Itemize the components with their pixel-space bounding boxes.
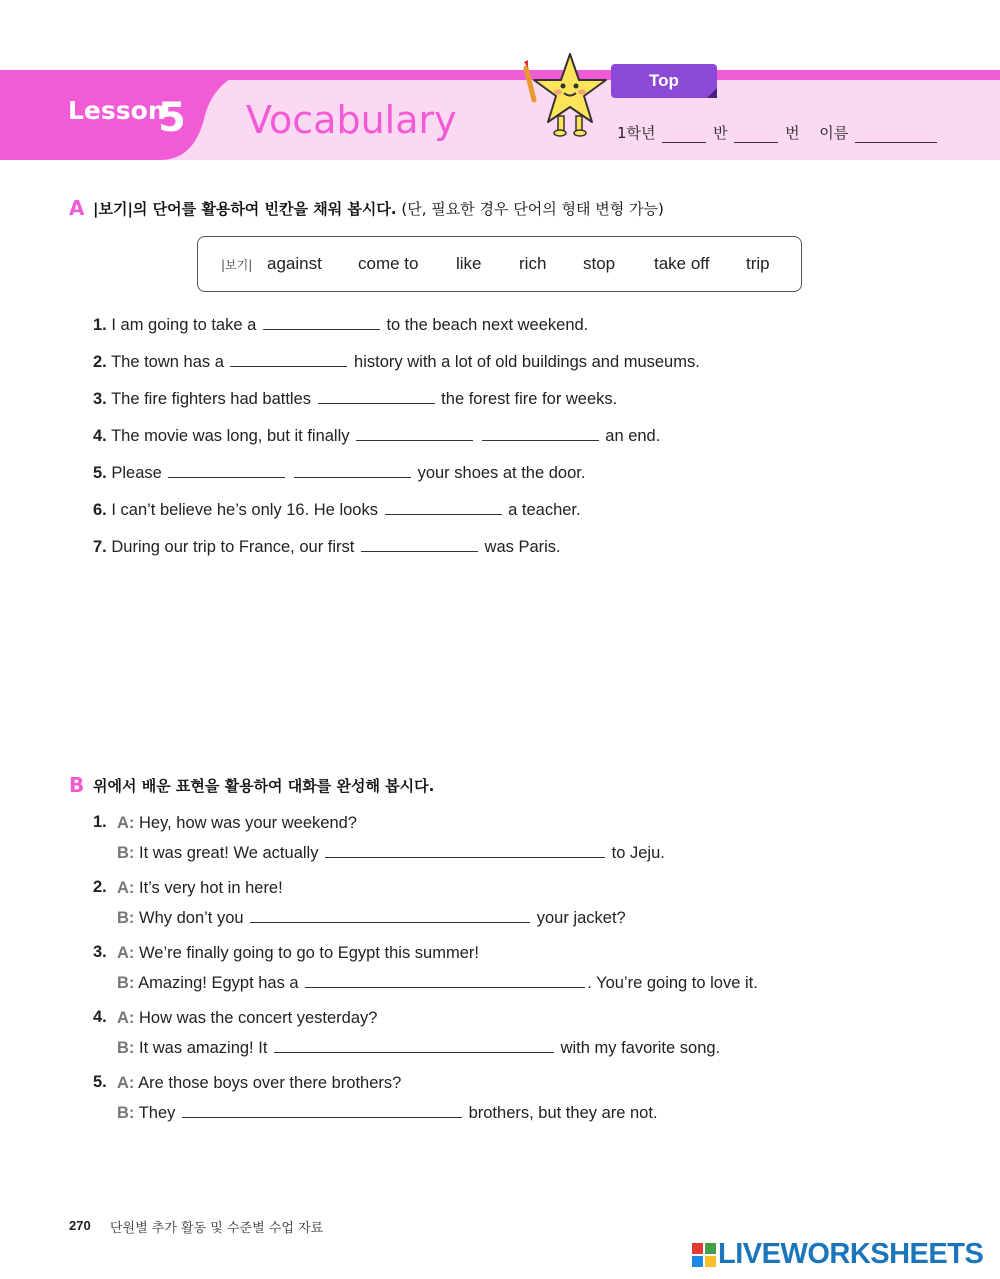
- speaker-b: B:: [117, 909, 135, 927]
- dialogue-a-line: [117, 878, 283, 898]
- dialogue-b-line: [117, 1037, 720, 1058]
- liveworksheets-logo-icon: [692, 1243, 716, 1267]
- word-bank-item: take off: [654, 254, 710, 273]
- class-label: 반: [713, 124, 728, 142]
- answer-blank[interactable]: [305, 972, 585, 988]
- dialogue-text: How was the concert yesterday?: [139, 1009, 378, 1027]
- dialogue-a-line: [117, 813, 357, 833]
- answer-blank[interactable]: [168, 462, 285, 478]
- dialogue-b-line: [117, 1102, 658, 1123]
- answer-blank[interactable]: [385, 499, 502, 515]
- answer-blank[interactable]: [482, 425, 599, 441]
- section-a-instruction: [93, 198, 664, 219]
- sentence-4: [93, 425, 660, 446]
- footer-text: 단원별 추가 활동 및 수준별 수업 자료: [110, 1221, 324, 1236]
- sentence-6: [93, 499, 581, 520]
- section-a-instruction-main: |보기|의 단어를 활용하여 빈칸을 채워 봅시다.: [93, 200, 397, 218]
- liveworksheets-brand[interactable]: LIVEWORKSHEETS: [718, 1238, 984, 1270]
- answer-blank[interactable]: [361, 536, 478, 552]
- dialogue-text: Are those boys over there brothers?: [138, 1074, 402, 1092]
- section-b-instruction-text: 위에서 배운 표현을 활용하여 대화를 완성해 봅시다.: [93, 777, 435, 795]
- word-bank-item: against: [267, 254, 322, 273]
- word-bank-item: stop: [583, 254, 616, 273]
- answer-blank[interactable]: [250, 907, 530, 923]
- sentence-number: 1.: [93, 316, 107, 334]
- class-blank[interactable]: [662, 125, 706, 143]
- sentence-text: During our trip to France, our first: [111, 538, 359, 556]
- speaker-a: A:: [117, 944, 135, 962]
- sentence-text: to the beach next weekend.: [381, 316, 589, 334]
- answer-blank[interactable]: [356, 425, 473, 441]
- dialogue-text: It’s very hot in here!: [139, 879, 283, 897]
- answer-blank[interactable]: [294, 462, 411, 478]
- dialogue-text: It was great! We actually: [139, 844, 324, 862]
- dialogue-b-line: [117, 907, 626, 928]
- sentence-1: [93, 314, 588, 335]
- speaker-a: A:: [117, 814, 135, 832]
- sentence-number: 7.: [93, 538, 107, 556]
- word-bank-item: trip: [746, 254, 770, 273]
- student-info-row: [617, 122, 939, 143]
- sentence-number: 6.: [93, 501, 107, 519]
- sentence-text: The movie was long, but it finally: [111, 427, 355, 445]
- sentence-text: an end.: [600, 427, 661, 445]
- dialogue-a-line: [117, 943, 479, 963]
- speaker-a: A:: [117, 879, 135, 897]
- dialogue-text: We’re finally going to go to Egypt this summer!: [139, 944, 479, 962]
- dialogue-number: 3.: [93, 943, 107, 961]
- lesson-number: 5: [158, 95, 186, 141]
- sentence-text: was Paris.: [479, 538, 561, 556]
- lesson-label: Lesson: [68, 96, 166, 125]
- dialogue-text: . You’re going to love it.: [587, 974, 758, 992]
- sentence-2: [93, 351, 700, 372]
- answer-blank[interactable]: [318, 388, 435, 404]
- sentence-5: [93, 462, 585, 483]
- answer-blank[interactable]: [263, 314, 380, 330]
- dialogue-text: Why don’t you: [139, 909, 249, 927]
- section-a-instruction-note: (단, 필요한 경우 단어의 형태 변형 가능): [396, 200, 664, 218]
- sentence-text: [287, 464, 292, 482]
- dialogue-a-line: [117, 1073, 401, 1093]
- grade-label: 1학년: [617, 124, 656, 142]
- sentence-7: [93, 536, 561, 557]
- speaker-b: B:: [117, 974, 135, 992]
- sentence-number: 4.: [93, 427, 107, 445]
- star-mascot-icon: [516, 50, 610, 138]
- speaker-a: A:: [117, 1009, 135, 1027]
- sentence-text: [475, 427, 480, 445]
- word-bank-item: rich: [519, 254, 547, 273]
- speaker-b: B:: [117, 844, 135, 862]
- dialogue-a-line: [117, 1008, 377, 1028]
- sentence-text: I am going to take a: [111, 316, 261, 334]
- speaker-b: B:: [117, 1039, 135, 1057]
- name-label: 이름: [819, 124, 849, 142]
- page-title: Vocabulary: [246, 98, 457, 142]
- dialogue-b-line: [117, 842, 665, 863]
- sentence-number: 3.: [93, 390, 107, 408]
- word-bank-item: like: [456, 254, 482, 273]
- speaker-a: A:: [117, 1074, 135, 1092]
- dialogue-number: 5.: [93, 1073, 107, 1091]
- number-label: 번: [785, 124, 800, 142]
- level-tag: Top: [649, 71, 679, 90]
- dialogue-text: Amazing! Egypt has a: [138, 974, 304, 992]
- section-a-mark: A: [69, 196, 85, 220]
- number-blank[interactable]: [734, 125, 778, 143]
- answer-blank[interactable]: [274, 1037, 554, 1053]
- sentence-3: [93, 388, 617, 409]
- sentence-text: I can’t believe he’s only 16. He looks: [111, 501, 383, 519]
- speaker-b: B:: [117, 1104, 135, 1122]
- dialogue-text: with my favorite song.: [555, 1039, 721, 1057]
- dialogue-text: They: [138, 1104, 180, 1122]
- dialogue-text: your jacket?: [532, 909, 626, 927]
- sentence-text: a teacher.: [503, 501, 581, 519]
- sentence-text: your shoes at the door.: [413, 464, 586, 482]
- sentence-text: The fire fighters had battles: [111, 390, 316, 408]
- sentence-text: The town has a: [111, 353, 229, 371]
- word-bank-item: come to: [358, 254, 419, 273]
- sentence-text: history with a lot of old buildings and museums.: [349, 353, 700, 371]
- word-bank-label: |보기|: [221, 258, 253, 272]
- answer-blank[interactable]: [325, 842, 605, 858]
- dialogue-text: to Jeju.: [607, 844, 665, 862]
- section-b-instruction: [93, 775, 434, 796]
- answer-blank[interactable]: [230, 351, 347, 367]
- sentence-text: Please: [111, 464, 167, 482]
- dialogue-text: Hey, how was your weekend?: [139, 814, 357, 832]
- dialogue-text: brothers, but they are not.: [464, 1104, 658, 1122]
- dialogue-number: 4.: [93, 1008, 107, 1026]
- answer-blank[interactable]: [182, 1102, 462, 1118]
- dialogue-number: 2.: [93, 878, 107, 896]
- dialogue-text: It was amazing! It: [139, 1039, 272, 1057]
- dialogue-number: 1.: [93, 813, 107, 831]
- sentence-number: 2.: [93, 353, 107, 371]
- dialogue-b-line: [117, 972, 758, 993]
- section-b-mark: B: [69, 773, 85, 797]
- sentence-text: the forest fire for weeks.: [436, 390, 618, 408]
- name-blank[interactable]: [855, 125, 937, 143]
- sentence-number: 5.: [93, 464, 107, 482]
- page-number: 270: [69, 1218, 91, 1233]
